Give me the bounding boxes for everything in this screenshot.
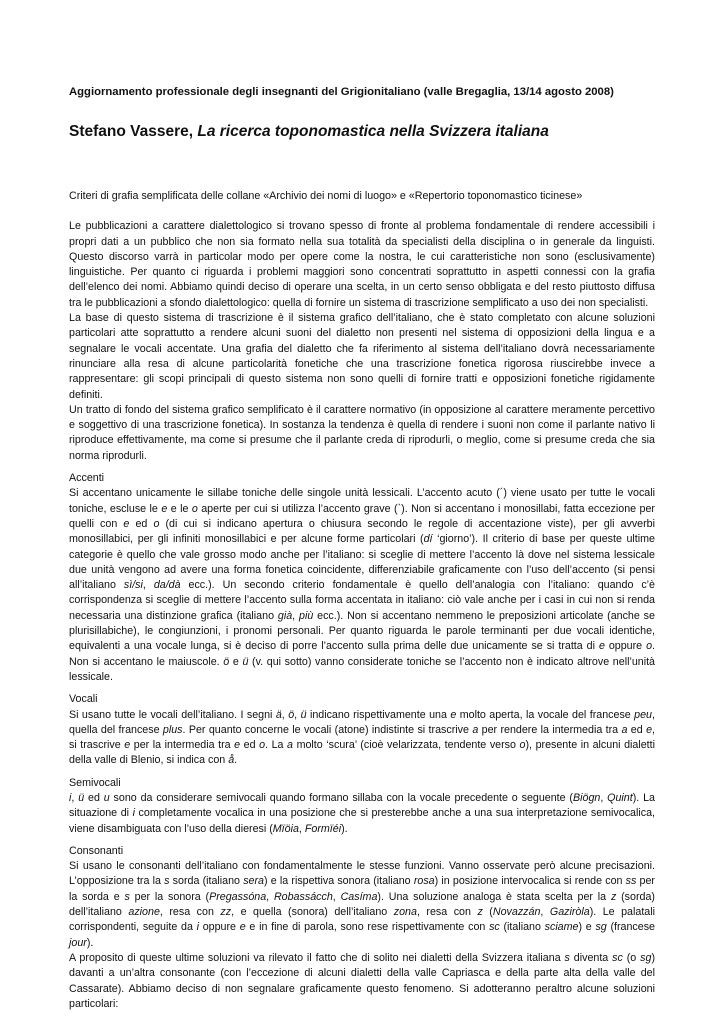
section-heading-accenti: Accenti	[69, 472, 105, 485]
section-text-accenti: Si accentano unicamente le sillabe toniche delle singole unità lessicali. L’accento acuto (´) viene usato per tutte le vocali toniche, escluse le e e le o aperte per cui si utilizza l’accento grave (`). Non si accentano i monosillabi, fatta eccezione per quelli con e ed o (di cui si indicano apertura o chiusura secondo le regole di accentazione viste), per gli avverbi monosillabici, per gli infiniti monosillabici e per alcune forme particolari (dí ‘giorno’). Il criterio di base per queste ultime categorie è quello che vale grosso modo anche per l’italiano: si sceglie di mettere l’accento là dove nel sistema lessicale due unità vengono ad avere una forma fonetica coincidente, differenziabile graficamente con l’uso dell’accento (si pensi all’italiano sì/si, da/dà ecc.). Un secondo criterio fondamentale è quello dell’analogia con l’italiano: quando c’è corrispondenza si sceglie di mettere l’accento sulla forma accentata in italiano: ciò vale anche per i casi in cui non si renda necessaria una distinzione grafica (italiano già, più ecc.). Non si accentano nemmeno le preposizioni articolate (anche se plurisillabiche), le congiunzioni, i pronomi personali. Per quanto riguarda le parole terminanti per due vocali identiche, equivalenti a una vocale lunga, si è deciso di porre l’accento sulla prima delle due unicamente se si tratta di e oppure o. Non si accentano le maiuscole. ö e ü (v. qui sotto) vanno considerate toniche se l’accento non è indicato altrove nell’unità lessicale.	[69, 487, 656, 683]
document-title	[69, 122, 669, 142]
title-author: Stefano Vassere,	[69, 123, 198, 140]
section-heading-consonanti: Consonanti	[69, 844, 124, 857]
section-text-consonanti: Si usano le consonanti dell’italiano con fondamentalmente le stesse funzioni. Vanno osservate però alcune precisazioni. L’opposizione tra la s sorda (italiano sera) e la rispettiva sonora (italiano rosa) in posizione intervocalica si rende con ss per la sorda e s per la sonora (Pregassóna, Robassácch, Casíma). Una soluzione analoga è stata scelta per la z (sorda) dell’italiano azione, resa con zz, e quella (sonora) dell’italiano zona, resa con z (Novazzán, Gaziròla). Le palatali corrispondenti, seguite da i oppure e e in fine di parola, sono rese rispettivamente con sc (italiano sciame) e sg (francese jour).	[69, 860, 656, 949]
document-body	[69, 189, 655, 1012]
section-heading-semivocali: Semivocali	[69, 776, 121, 789]
paragraph-1: Le pubblicazioni a carattere dialettologico si trovano spesso di fronte al problema fondamentale di rendere accessibili i propri dati a un pubblico che non sia formato nella sua totalità da specialisti della disciplina o in generale da linguisti. Questo discorso varrà in particolar modo per opere come la nostra, le cui caratteristiche non sono (esclusivamente) linguistiche. Per quanto ci riguarda i problemi maggiori sono concentrati soprattutto in aspetti connessi con la grafia dell’elenco dei nomi. Abbiamo quindi deciso di operare una scelta, in un certo senso obbligata e del resto piuttosto diffusa tra le pubblicazioni a sfondo dialettologico: quella di fornire un sistema di trascrizione semplificato a uso dei non specialisti.	[69, 220, 655, 309]
intro-line: Criteri di grafia semplificata delle collane «Archivio dei nomi di luogo» e «Repertorio toponomastico ticinese»	[69, 190, 583, 202]
section-text-semivocali: i, ü ed u sono da considerare semivocali quando formano sillaba con la vocale precedente o seguente (Biögn, Quint). La situazione di i completamente vocalica in una posizione che si presterebbe anche a una sua interpretazione semivocalica, viene disambiguata con l’uso della dieresi (Mïöia, Formïéi).	[69, 791, 655, 835]
paragraph-2: La base di questo sistema di trascrizione è il sistema grafico dell’italiano, che è stato completato con alcune soluzioni particolari atte soprattutto a rendere alcuni suoni del dialetto non presenti nel sistema di opposizioni della lingua e a segnalare le vocali accentate. Una grafia del dialetto che fa riferimento al sistema dell’italiano dovrà necessariamente rinunciare alla resa di alcune particolarità fonetiche che una trascrizione fonetica rigorosa riuscirebbe invece a rappresentare: gli scopi principali di questo sistema non sono quelli di fornire tratti e opposizioni fonetiche rigidamente definiti.	[69, 312, 655, 401]
section-text-consonanti-2: A proposito di queste ultime soluzioni va rilevato il fatto che di solito nei dialetti della Svizzera italiana s diventa sc (o sg) davanti a un’altra consonante (con l’eccezione di alcuni dialetti della valle Capriasca e della parte alta della valle del Cassarate). Abbiamo deciso di non segnalare graficamente questo fenomeno. Si adotteranno peraltro alcune soluzioni particolari:	[69, 951, 656, 1010]
section-text-vocali: Si usano tutte le vocali dell’italiano. I segni ä, ö, ü indicano rispettivamente una e molto aperta, la vocale del francese peu, quella del francese plus. Per quanto concerne le vocali (atone) indistinte si trascrive a per rendere la intermedia tra a ed e, si trascrive e per la intermedia tra e ed o. La a molto ‘scura’ (cioè velarizzata, tendente verso o), presente in alcuni dialetti della valle di Blenio, si indica con å.	[69, 708, 656, 767]
section-heading-vocali: Vocali	[69, 693, 98, 706]
document-header: Aggiornamento professionale degli insegnanti del Grigionitaliano (valle Bregaglia, 13/14 agosto 2008)	[69, 86, 614, 98]
paragraph-3: Un tratto di fondo del sistema grafico semplificato è il carattere normativo (in opposizione al carattere meramente percettivo e soggettivo di una trascrizione fonetica). In sostanza la tendenza è quella di rendere i suoni non come il parlante nativo li riproduce effettivamente, ma come si presume che il parlante creda di riprodurli, o meglio, come si presume creda che sia norma riprodurli.	[69, 403, 655, 462]
title-work: La ricerca toponomastica nella Svizzera italiana	[197, 123, 549, 140]
